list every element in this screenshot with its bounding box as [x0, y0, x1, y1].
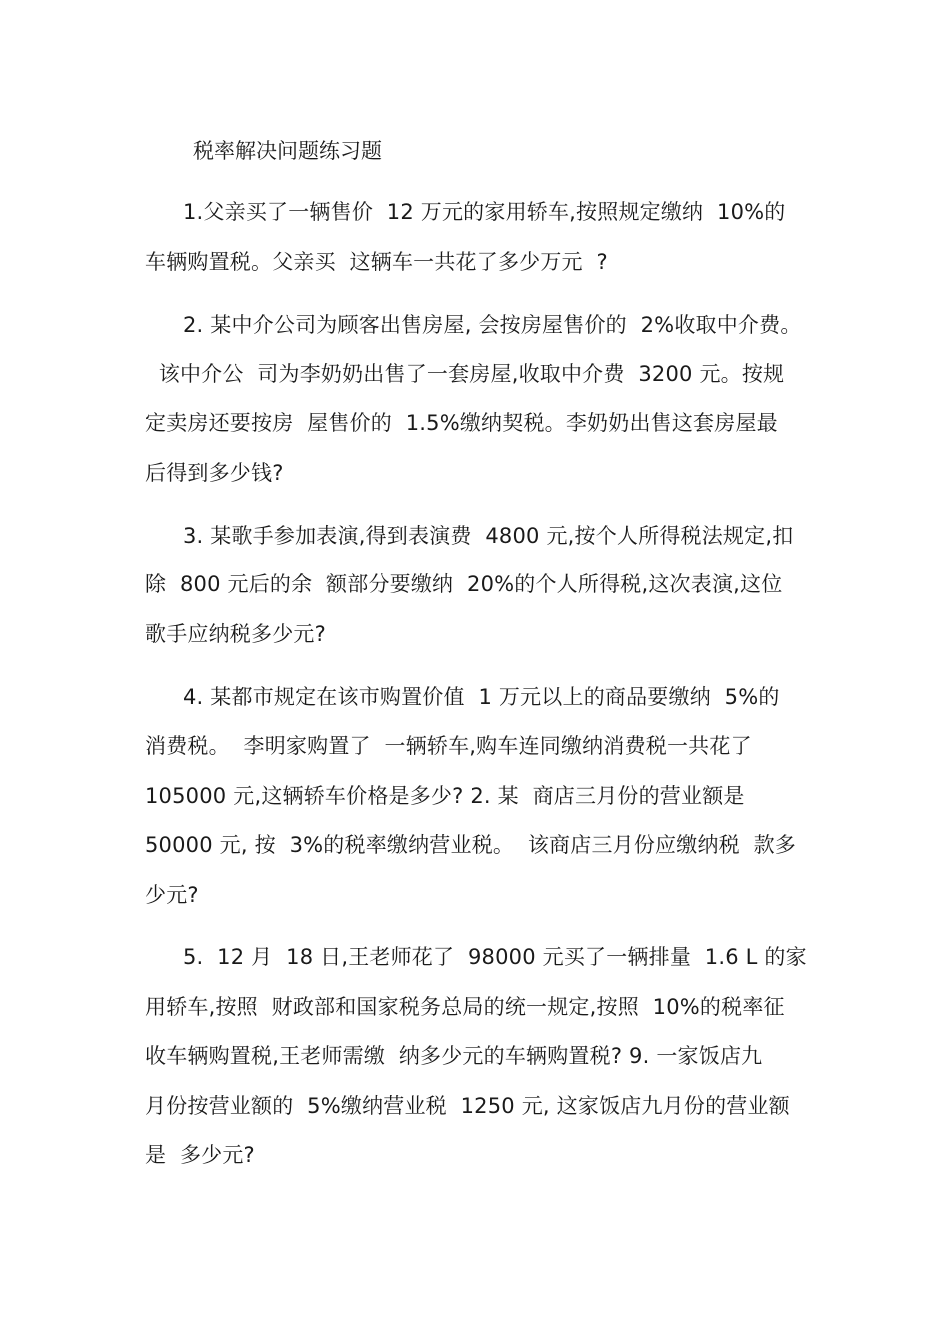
problem-4-line-2: 消费税。 李明家购置了 一辆轿车,购车连同缴纳消费税一共花了 [145, 734, 752, 758]
problem-4-line-5: 少元? [145, 883, 199, 907]
problem-2-line-1: 2. 某中介公司为顾客出售房屋, 会按房屋售价的 2%收取中介费。 [183, 313, 802, 337]
problem-4-line-4: 50000 元, 按 3%的税率缴纳营业税。 该商店三月份应缴纳税 款多 [145, 833, 796, 857]
problem-3-line-1: 3. 某歌手参加表演,得到表演费 4800 元,按个人所得税法规定,扣 [183, 524, 794, 548]
problem-4-line-1: 4. 某都市规定在该市购置价值 1 万元以上的商品要缴纳 5%的 [183, 685, 780, 709]
problem-5-line-3: 收车辆购置税,王老师需缴 纳多少元的车辆购置税? 9. 一家饭店九 [145, 1044, 763, 1068]
problem-3-line-2: 除 800 元后的余 额部分要缴纳 20%的个人所得税,这次表演,这位 [145, 572, 783, 596]
document-title: 税率解决问题练习题 [193, 139, 382, 163]
problem-1-line-1: 1.父亲买了一辆售价 12 万元的家用轿车,按照规定缴纳 10%的 [183, 200, 786, 224]
problem-4-line-3: 105000 元,这辆轿车价格是多少? 2. 某 商店三月份的营业额是 [145, 784, 745, 808]
problem-5-line-5: 是 多少元? [145, 1143, 255, 1167]
problem-5-line-1: 5. 12 月 18 日,王老师花了 98000 元买了一辆排量 1.6 L 的家 [183, 945, 807, 969]
problem-5-line-4: 月份按营业额的 5%缴纳营业税 1250 元, 这家饭店九月份的营业额 [145, 1094, 790, 1118]
problem-5-line-2: 用轿车,按照 财政部和国家税务总局的统一规定,按照 10%的税率征 [145, 995, 785, 1019]
problem-3-line-3: 歌手应纳税多少元? [145, 622, 326, 646]
problem-2-line-2: 该中介公 司为李奶奶出售了一套房屋,收取中介费 3200 元。按规 [145, 362, 785, 386]
problem-2-line-4: 后得到多少钱? [145, 461, 284, 485]
problem-2-line-3: 定卖房还要按房 屋售价的 1.5%缴纳契税。李奶奶出售这套房屋最 [145, 411, 778, 435]
problem-1-line-2: 车辆购置税。父亲买 这辆车一共花了多少万元 ? [145, 250, 608, 274]
